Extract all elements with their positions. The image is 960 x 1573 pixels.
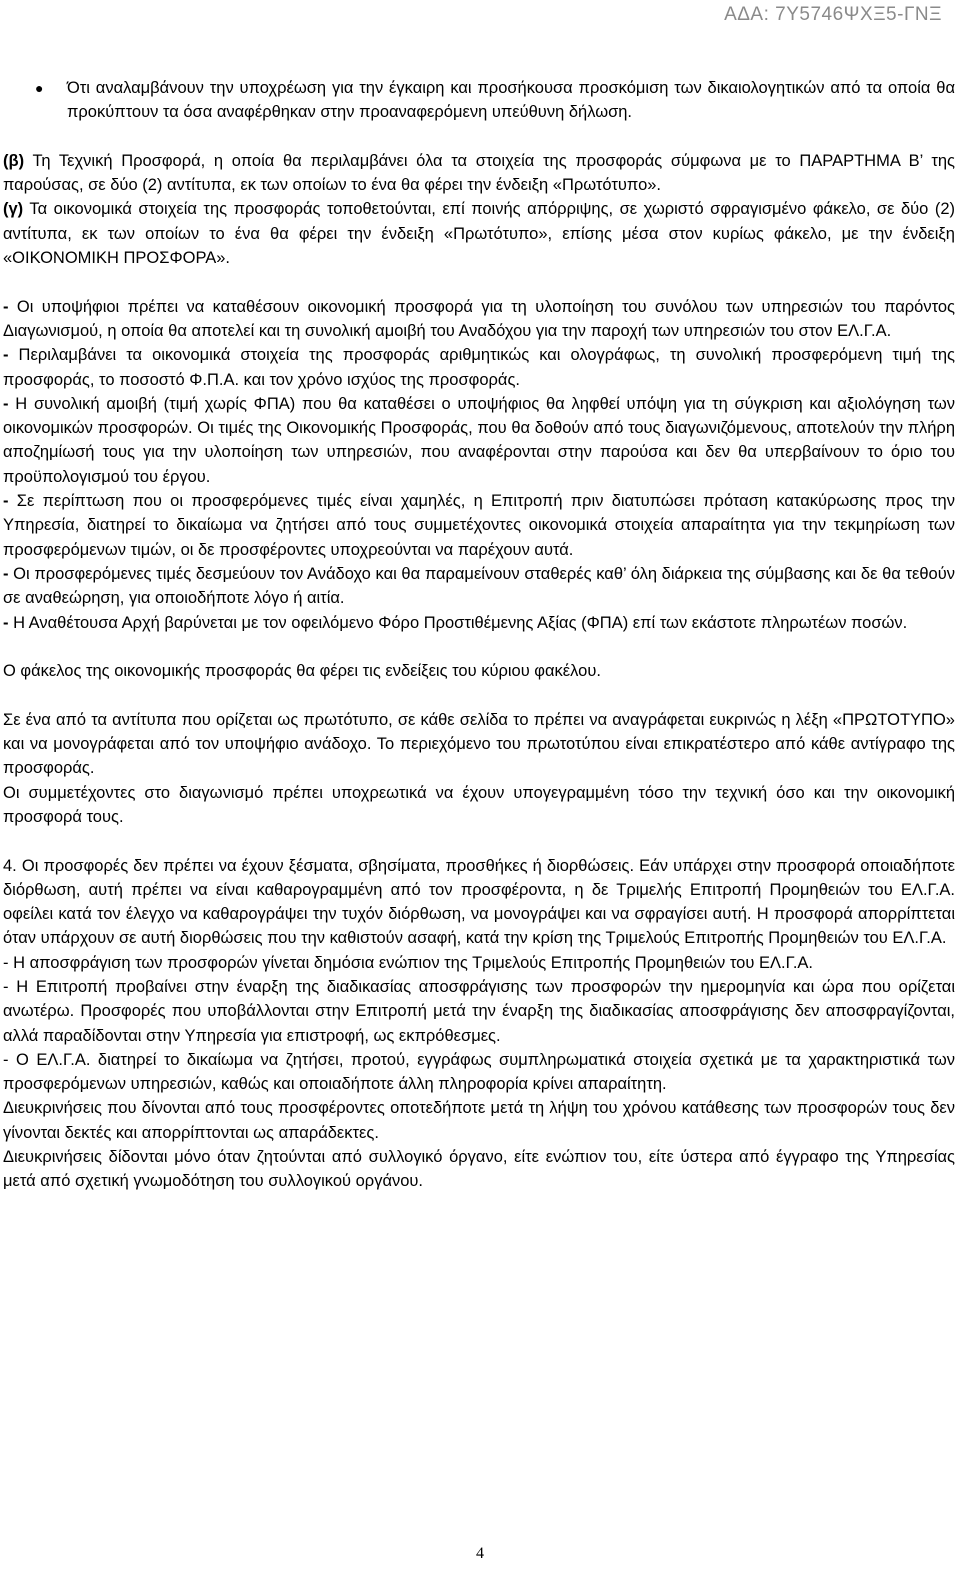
dash-item: - Η συνολική αμοιβή (τιμή χωρίς ΦΠΑ) που θα καταθέσει ο υποψήφιος θα ληφθεί υπόψη για τη σύγκριση και αξιολόγηση των οικονομικών προσφορών. Οι τιμές της Οικονομικής Προσφοράς, που θα δοθούν από τους διαγωνιζόμενους, αποτελούν την πλήρη αποζημίωσή τους για την υλοποίηση των υπηρεσιών, που αναφέρονται στην παρούσα και δεν θα υπερβαίνουν το όριο του προϋπολογισμού του έργου.	[3, 394, 955, 486]
clarification-request-paragraph: - Ο ΕΛ.Γ.Α. διατηρεί το δικαίωμα να ζητήσει, προτού, εγγράφως συμπληρωματικά στοιχεία σχετικά με τα χαρακτηριστικά των προσφερόμενων υπηρεσιών, καθώς και οποιαδήποτε άλλη πληροφορία κρίνει απαραίτητη.	[3, 1050, 955, 1094]
dash-item: - Σε περίπτωση που οι προσφερόμενες τιμές είναι χαμηλές, η Επιτροπή πριν διατυπώσει πρόταση κατακύρωσης προς την Υπηρεσία, διατηρεί το δικαίωμα να ζητήσει από τους συμμετέχοντες οικονομικά στοιχεία απαραίτητα για την τεκμηρίωση των προσφερόμενων τιμών, οι δε προσφέροντες υποχρεούνται να παρέχουν αυτά.	[3, 492, 955, 559]
dash-item: - Περιλαμβάνει τα οικονομικά στοιχεία της προσφοράς αριθμητικώς και ολογράφως, τη συνολική προσφερόμενη τιμή της προσφοράς, το ποσοστό Φ.Π.Α. και τον χρόνο ισχύος της προσφοράς.	[3, 346, 955, 389]
clarifications-given-paragraph: Διευκρινήσεις δίδονται μόνο όταν ζητούνται από συλλογικό όργανο, είτε ενώπιον του, είτε ύστερα από έγγραφο της Υπηρεσίας μετά από σχετική γνωμοδότηση του συλλογικού οργάνου.	[3, 1148, 955, 1191]
page-number: 4	[476, 1545, 484, 1562]
dash-item: - Οι προσφερόμενες τιμές δεσμεύουν τον Ανάδοχο και θα παραμείνουν σταθερές καθ’ όλη διάρκεια της σύμβασης και δε θα τεθούν σε αναθεώρηση, για οποιοδήποτε λόγο ή αιτία.	[3, 564, 955, 608]
bullet-dot-icon: ●	[35, 80, 44, 96]
dash-item-text: Η συνολική αμοιβή (τιμή χωρίς ΦΠΑ) που θα καταθέσει ο υποψήφιος θα ληφθεί υπόψη για τη σύγκριση και αξιολόγηση των οικονομικών προσφορών. Οι τιμές της Οικονομικής Προσφοράς, που θα δοθούν από τους διαγωνιζόμενους, αποτελούν την πλήρη αποζημίωσή τους για την υλοποίηση των υπηρεσιών, που αναφέρονται στην παρούσα και δεν θα υπερβαίνουν το όριο του προϋπολογισμού του έργου.	[3, 394, 955, 486]
ada-code-header: ΑΔΑ: 7Υ5746ΨΧΞ5-ΓΝΞ	[724, 4, 942, 25]
unsealing-start-paragraph: - Η Επιτροπή προβαίνει στην έναρξη της διαδικασίας αποσφράγισης των προσφορών την ημερομηνία και ώρα που ορίζεται ανωτέρω. Προσφορές που υποβάλλονται στην Επιτροπή μετά την έναρξη της διαδικασίας αποσφράγισης δεν αποσφραγίζονται, αλλά παραδίδονται στην Υπηρεσία για επιστροφή, ως εκπρόθεσμες.	[3, 977, 955, 1045]
dash-item-text: Σε περίπτωση που οι προσφερόμενες τιμές είναι χαμηλές, η Επιτροπή πριν διατυπώσει πρόταση κατακύρωσης προς την Υπηρεσία, διατηρεί το δικαίωμα να ζητήσει από τους συμμετέχοντες οικονομικά στοιχεία απαραίτητα για την τεκμηρίωση των προσφερόμενων τιμών, οι δε προσφέροντες υποχρεούνται να παρέχουν αυτά.	[3, 492, 955, 559]
paragraph-beta	[3, 149, 955, 198]
envelope-note: Ο φάκελος της οικονομικής προσφοράς θα φέρει τις ενδείξεις του κύριου φακέλου.	[3, 662, 601, 681]
bullet-list	[3, 76, 955, 125]
text-beta: Τη Τεχνική Προσφορά, η οποία θα περιλαμβάνει όλα τα στοιχεία της προσφοράς σύμφωνα με το ΠΑΡΑΡΤΗΜΑ Β’ της παρούσας, σε δύο (2) αντίτυπα, εκ των οποίων το ένα θα φέρει την ένδειξη «Πρωτότυπο».	[3, 151, 955, 195]
label-gamma: (γ)	[3, 200, 24, 219]
dash-item: - Οι υποψήφιοι πρέπει να καταθέσουν οικονομική προσφορά για τη υλοποίηση του συνόλου των υπηρεσιών του παρόντος Διαγωνισμού, η οποία θα αποτελεί και τη συνολική αμοιβή του Αναδόχου για την παροχή των υπηρεσιών του στον ΕΛ.Γ.Α.	[3, 297, 955, 340]
dash-item-text: Η Αναθέτουσα Αρχή βαρύνεται με τον οφειλόμενο Φόρο Προστιθέμενης Αξίας (ΦΠΑ) επί των εκάστοτε πληρωτέων ποσών.	[13, 613, 908, 632]
late-clarifications-paragraph: Διευκρινήσεις που δίνονται από τους προσφέροντες οποτεδήποτε μετά τη λήψη του χρόνου κατάθεσης των προσφορών τους δεν γίνονται δεκτές και απορρίπτονται ως απαράδεκτες.	[3, 1099, 955, 1142]
label-beta: (β)	[3, 151, 25, 170]
unsealing-paragraph: - Η αποσφράγιση των προσφορών γίνεται δημόσια ενώπιον της Τριμελούς Επιτροπής Προμηθειών του ΕΛ.Γ.Α.	[3, 953, 814, 972]
text-gamma: Τα οικονομικά στοιχεία της προσφοράς τοποθετούνται, επί ποινής απόρριψης, σε χωριστό σφραγισμένο φάκελο, σε δύο (2) αντίτυπα, εκ των οποίων το ένα θα φέρει την ένδειξη «Πρωτότυπο», επίσης μέσα στον κυρίως φάκελο, με την ένδειξη «ΟΙΚΟΝΟΜΙΚΗ ΠΡΟΣΦΟΡΑ».	[3, 200, 955, 268]
bullet-item	[3, 76, 955, 125]
dash-item-text: Οι προσφερόμενες τιμές δεσμεύουν τον Ανάδοχο και θα παραμείνουν σταθερές καθ’ όλη διάρκεια της σύμβασης και δε θα τεθούν σε αναθεώρηση, για οποιοδήποτε λόγο ή αιτία.	[3, 564, 955, 608]
original-copy-paragraph: Σε ένα από τα αντίτυπα που ορίζεται ως πρωτότυπο, σε κάθε σελίδα το πρέπει να αναγράφεται ευκρινώς η λέξη «ΠΡΩΤΟΤΥΠΟ» και να μονογράφεται από τον υποψήφιο ανάδοχο. Το περιεχόμενο του πρωτοτύπου είναι επικρατέστερο από κάθε αντίγραφο της προσφοράς.	[3, 710, 955, 778]
dash-item-text: Οι υποψήφιοι πρέπει να καταθέσουν οικονομική προσφορά για τη υλοποίηση του συνόλου των υπηρεσιών του παρόντος Διαγωνισμού, η οποία θα αποτελεί και τη συνολική αμοιβή του Αναδόχου για την παροχή των υπηρεσιών του στον ΕΛ.Γ.Α.	[3, 297, 955, 340]
section-4-paragraph: 4. Οι προσφορές δεν πρέπει να έχουν ξέσματα, σβησίματα, προσθήκες ή διορθώσεις. Εάν υπάρχει στην προσφορά οποιαδήποτε διόρθωση, αυτή πρέπει να είναι καθαρογραμμένη από τον προσφέροντα, η δε Τριμελής Επιτροπή Προμηθειών του ΕΛ.Γ.Α. οφείλει κατά τον έλεγχο να καθαρογράψει την τυχόν διόρθωση, να μονογράψει και να σφραγίσει αυτή. Η προσφορά απορρίπτεται όταν υπάρχουν σε αυτή διορθώσεις που την καθιστούν ασαφή, κατά την κρίση της Τριμελούς Επιτροπής Προμηθειών του ΕΛ.Γ.Α.	[3, 856, 955, 948]
paragraph-gamma	[3, 197, 955, 270]
dash-item-text: Περιλαμβάνει τα οικονομικά στοιχεία της προσφοράς αριθμητικώς και ολογράφως, τη συνολική προσφερόμενη τιμή της προσφοράς, το ποσοστό Φ.Π.Α. και τον χρόνο ισχύος της προσφοράς.	[3, 346, 955, 389]
dash-item: - Η Αναθέτουσα Αρχή βαρύνεται με τον οφειλόμενο Φόρο Προστιθέμενης Αξίας (ΦΠΑ) επί των εκάστοτε πληρωτέων ποσών.	[3, 613, 908, 632]
document-body	[3, 76, 955, 1194]
signature-paragraph: Οι συμμετέχοντες στο διαγωνισμό πρέπει υποχρεωτικά να έχουν υπογεγραμμένη τόσο την τεχνική όσο και την οικονομική προσφορά τους.	[3, 783, 955, 826]
bullet-text: Ότι αναλαμβάνουν την υποχρέωση για την έγκαιρη και προσήκουσα προσκόμιση των δικαιολογητικών από τα οποία θα προκύπτουν τα όσα αναφέρθηκαν στην προαναφερόμενη υπεύθυνη δήλωση.	[67, 79, 955, 122]
